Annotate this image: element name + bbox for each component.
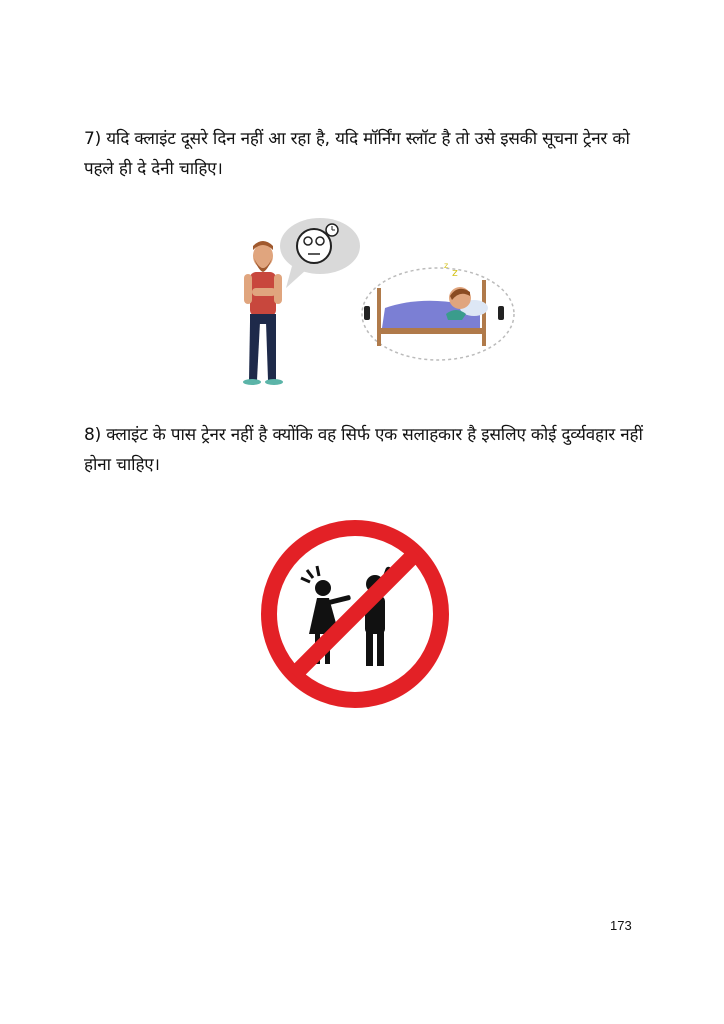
paragraph-7: 7) यदि क्लाइंट दूसरे दिन नहीं आ रहा है, यदि मॉर्निंग स्लॉट है तो उसे इसकी सूचना ट्रेनर को पहले ही दे देनी चाहिए। [84,129,630,179]
page-number: 173 [610,918,632,933]
svg-text:z: z [452,266,458,279]
trainer-waiting-illustration [230,210,520,390]
sleeping-person-in-bed [362,261,514,360]
svg-text:z: z [444,261,449,270]
paragraph-8: 8) क्लाइंट के पास ट्रेनर नहीं है क्योंकि वह सिर्फ एक सलाहकार है इसलिए कोई दुर्व्यवहार नहीं होना चाहिए। [84,425,643,475]
no-misbehavior-sign [255,514,455,714]
prohibition-symbol [269,528,441,700]
thought-bubble [280,218,360,288]
trainer-figure [243,241,283,385]
